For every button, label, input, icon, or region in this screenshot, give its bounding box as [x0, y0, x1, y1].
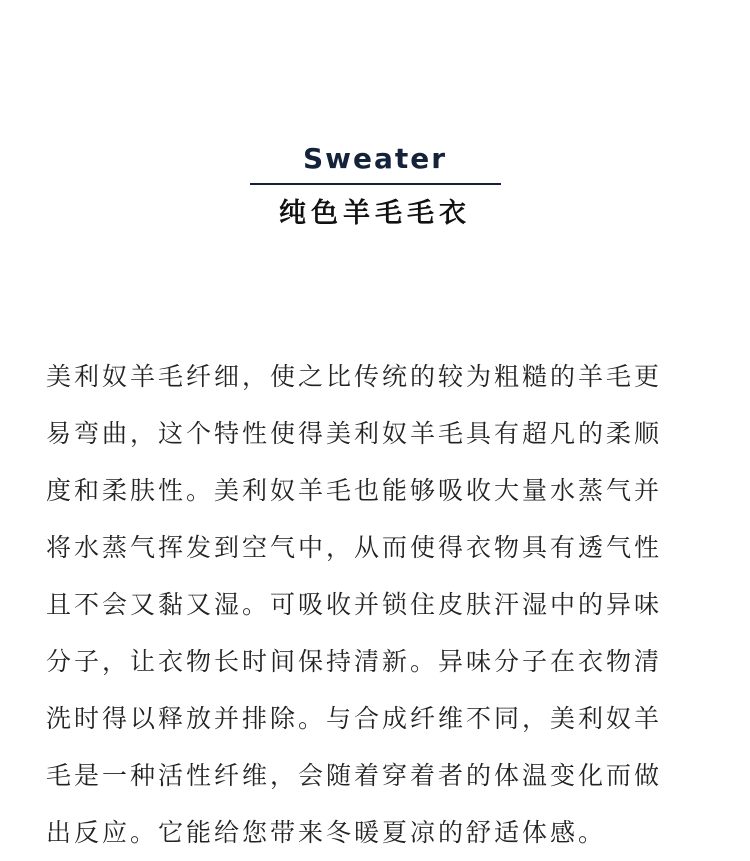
description-paragraph [46, 348, 706, 861]
paragraph-line: 易弯曲，这个特性使得美利奴羊毛具有超凡的柔顺 [46, 419, 663, 448]
paragraph-line: 且不会又黏又湿。可吸收并锁住皮肤汗湿中的异味 [46, 590, 663, 619]
paragraph-line: 分子，让衣物长时间保持清新。异味分子在衣物清 [46, 647, 663, 676]
heading-english: Sweater [302, 142, 448, 175]
paragraph-line: 出反应。它能给您带来冬暖夏凉的舒适体感。 [46, 818, 607, 847]
section-heading [0, 140, 750, 231]
heading-chinese: 纯色羊毛毛衣 [279, 198, 471, 229]
paragraph-line: 毛是一种活性纤维，会随着穿着者的体温变化而做 [46, 761, 663, 790]
heading-divider [250, 183, 501, 185]
paragraph-line: 将水蒸气挥发到空气中，从而使得衣物具有透气性 [46, 533, 663, 562]
paragraph-line: 洗时得以释放并排除。与合成纤维不同，美利奴羊 [46, 704, 663, 733]
paragraph-line: 度和柔肤性。美利奴羊毛也能够吸收大量水蒸气并 [46, 476, 663, 505]
paragraph-line: 美利奴羊毛纤细，使之比传统的较为粗糙的羊毛更 [46, 362, 663, 391]
